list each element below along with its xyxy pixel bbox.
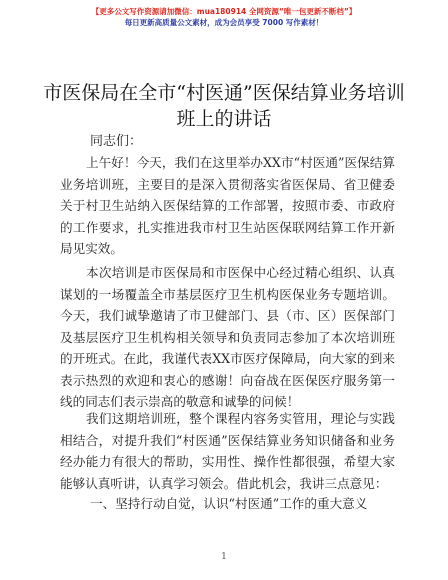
document-title: 市医保局在全市“村医通”医保结算业务培训班上的讲话 [43,82,405,130]
paragraph-course-overview: 我们这期培训班，整个课程内容务实管用，理论与实践相结合，对提升我们“村医通”医保结算业务知识储备和业务经办能力有很大的帮助，实用性、操作性都很强，希望大家能够认真听讲，认真学习领会。借此机会，我讲三点意见： [60,411,395,491]
paragraph-training-intro: 本次培训是市医保局和市医保中心经过精心组织、认真谋划的一场覆盖全市基层医疗卫生机构医保业务专题培训。今天，我们诚挚邀请了市卫健部门、县（市、区）医保部门及基层医疗卫生机构相关领导和负责同志参加了本次培训班的开班式。在此，我谨代表XX市医疗保障局，向大家的到来表示热烈的欢迎和衷心的感谢！向奋战在医保医疗服务第一线的同志们表示崇高的敬意和诚挚的问候！ [60,265,395,409]
promo-banner [0,6,448,28]
section-heading-1: 一、坚持行动自觉，认识“村医通”工作的重大意义 [90,496,368,511]
paragraph-opening: 上午好！今天，我们在这里举办XX市“村医通”医保结算业务培训班，主要目的是深入贯彻落实省医保局、省卫健委关于村卫生站纳入医保结算的工作部署，按照市委、市政府的工作要求，扎实推进我市村卫生站医保联网结算工作开新局见实效。 [60,155,395,256]
page-number: 1 [221,552,227,562]
promo-banner-line-2: 每日更新高质量公文素材，成为会员享受 7000 写作素材！ [124,18,324,27]
promo-banner-line-1: 【更多公文写作资源请加微信：mua180914 全网资源“唯一包更新不断档”】 [91,7,357,16]
salutation: 同志们： [90,134,143,149]
